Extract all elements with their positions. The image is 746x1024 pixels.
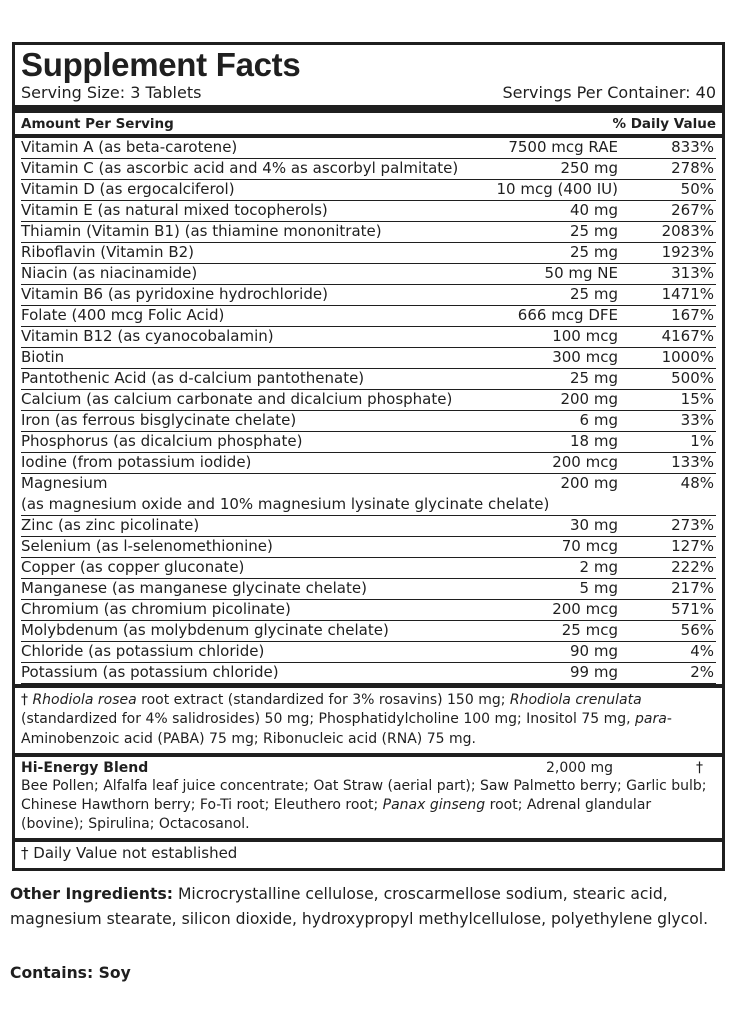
nutrient-row	[21, 411, 716, 432]
other-ingredients-label: Other Ingredients:	[10, 885, 173, 903]
nutrient-row	[21, 222, 716, 243]
nutrient-daily-value: 833%	[671, 138, 714, 156]
nutrient-row	[21, 558, 716, 579]
nutrient-amount: 18 mg	[570, 432, 618, 450]
crenulata-detail: (standardized for 4% salidrosides) 50 mg; Phosphatidylcholine 100 mg; Inositol 75 mg,	[21, 711, 636, 728]
nutrient-amount: 50 mg NE	[544, 264, 618, 282]
nutrient-daily-value: 33%	[680, 411, 714, 429]
nutrient-name: Chloride (as potassium chloride)	[21, 642, 265, 660]
daily-value-note: † Daily Value not established	[21, 843, 238, 862]
nutrient-amount: 200 mcg	[552, 600, 618, 618]
nutrient-name: Iodine (from potassium iodide)	[21, 453, 252, 471]
nutrient-name: Vitamin E (as natural mixed tocopherols)	[21, 201, 328, 219]
extracts-text	[21, 688, 716, 753]
nutrient-name: Vitamin B6 (as pyridoxine hydrochloride)	[21, 285, 328, 303]
rhodiola-rosea-detail: root extract (standardized for 3% rosavins) 150 mg;	[136, 692, 510, 708]
blend-dv: †	[696, 759, 703, 776]
nutrient-name: Phosphorus (as dicalcium phosphate)	[21, 432, 303, 450]
nutrient-name: Vitamin B12 (as cyanocobalamin)	[21, 327, 274, 345]
nutrient-name: Manganese (as manganese glycinate chelate)	[21, 579, 367, 597]
nutrient-amount: 25 mg	[570, 243, 618, 261]
nutrient-daily-value: 222%	[671, 558, 714, 576]
nutrient-amount: 25 mg	[570, 369, 618, 387]
nutrient-amount: 25 mg	[570, 285, 618, 303]
nutrient-name: Calcium (as calcium carbonate and dicalcium phosphate)	[21, 390, 453, 408]
nutrient-daily-value: 4167%	[661, 327, 714, 345]
rhodiola-rosea-name: Rhodiola rosea	[32, 692, 137, 708]
nutrient-amount: 25 mg	[570, 222, 618, 240]
nutrient-amount: 7500 mcg RAE	[508, 138, 618, 156]
serving-size: Serving Size: 3 Tablets	[21, 83, 202, 102]
panax-ginseng-name: Panax ginseng	[382, 796, 486, 813]
nutrient-amount: 2 mg	[579, 558, 618, 576]
para-prefix: para	[635, 711, 667, 728]
nutrient-row	[21, 579, 716, 600]
nutrient-daily-value: 50%	[680, 180, 714, 198]
nutrient-row	[21, 180, 716, 201]
nutrient-daily-value: 1471%	[661, 285, 714, 303]
nutrient-amount: 200 mcg	[552, 453, 618, 471]
nutrient-row	[21, 243, 716, 264]
blend-amount: 2,000 mg	[546, 759, 614, 776]
nutrient-daily-value: 500%	[671, 369, 714, 387]
nutrient-row	[21, 516, 716, 537]
nutrient-amount: 25 mcg	[561, 621, 618, 639]
nutrient-name: Molybdenum (as molybdenum glycinate chelate)	[21, 621, 389, 639]
nutrient-daily-value: 4%	[690, 642, 714, 660]
nutrient-daily-value: 2083%	[661, 222, 714, 240]
nutrient-daily-value: 267%	[671, 201, 714, 219]
rhodiola-crenulata-name: Rhodiola crenulata	[509, 692, 642, 708]
panel-title: Supplement Facts	[21, 46, 301, 83]
nutrient-name: Niacin (as niacinamide)	[21, 264, 198, 282]
blend-ingredients	[21, 777, 716, 838]
nutrient-name: Potassium (as potassium chloride)	[21, 663, 279, 681]
nutrient-name: Vitamin D (as ergocalciferol)	[21, 180, 235, 198]
nutrient-row	[21, 201, 716, 222]
nutrient-name: Copper (as copper gluconate)	[21, 558, 245, 576]
serving-info	[21, 83, 716, 103]
nutrient-daily-value: 1923%	[661, 243, 714, 261]
nutrient-list	[21, 138, 716, 684]
nutrient-amount: 666 mcg DFE	[517, 306, 618, 324]
nutrient-row	[21, 621, 716, 642]
nutrient-amount: 90 mg	[570, 642, 618, 660]
other-ingredients-text: Microcrystalline cellulose, croscarmellose sodium, stearic acid, magnesium stearate, silicon dioxide, hydroxypropyl methylcellulose, polyethylene glycol.	[10, 885, 709, 928]
daily-value-header: % Daily Value	[612, 116, 716, 132]
dagger-mark: †	[21, 692, 28, 708]
nutrient-amount: 6 mg	[579, 411, 618, 429]
nutrient-row	[21, 327, 716, 348]
nutrient-amount: 10 mcg (400 IU)	[496, 180, 618, 198]
nutrient-amount: 200 mg	[560, 390, 618, 408]
nutrient-row	[21, 348, 716, 369]
nutrient-name: Magnesium	[21, 474, 108, 492]
nutrient-name: Vitamin A (as beta-carotene)	[21, 138, 238, 156]
nutrient-name: Folate (400 mcg Folic Acid)	[21, 306, 225, 324]
nutrient-name: Riboflavin (Vitamin B2)	[21, 243, 195, 261]
contains-statement: Contains: Soy	[10, 964, 131, 982]
paba-detail: -Aminobenzoic acid (PABA) 75 mg; Ribonucleic acid (RNA) 75 mg.	[21, 711, 672, 747]
nutrient-row	[21, 159, 716, 180]
nutrient-row	[21, 642, 716, 663]
nutrient-row	[21, 432, 716, 453]
nutrient-amount: 40 mg	[570, 201, 618, 219]
nutrient-amount: 200 mg	[560, 474, 618, 492]
column-header	[21, 113, 716, 134]
nutrient-name: Selenium (as l-selenomethionine)	[21, 537, 273, 555]
nutrient-name: Iron (as ferrous bisglycinate chelate)	[21, 411, 297, 429]
nutrient-amount: 99 mg	[570, 663, 618, 681]
nutrient-row	[21, 537, 716, 558]
nutrient-name: Chromium (as chromium picolinate)	[21, 600, 291, 618]
blend-text-part2: root; Adrenal glandular (bovine); Spirulina; Octacosanol.	[21, 796, 652, 832]
blend-header	[21, 757, 716, 777]
nutrient-daily-value: 127%	[671, 537, 714, 555]
nutrient-row	[21, 306, 716, 327]
nutrient-name: Thiamin (Vitamin B1) (as thiamine mononitrate)	[21, 222, 382, 240]
thick-divider	[15, 105, 722, 113]
nutrient-row	[21, 264, 716, 285]
nutrient-row	[21, 369, 716, 390]
nutrient-name: Pantothenic Acid (as d-calcium pantothenate)	[21, 369, 365, 387]
nutrient-daily-value: 313%	[671, 264, 714, 282]
nutrient-row	[21, 600, 716, 621]
nutrient-row	[21, 663, 716, 684]
nutrient-row	[21, 390, 716, 411]
supplement-facts-panel	[12, 42, 725, 871]
nutrient-row	[21, 138, 716, 159]
nutrient-amount: 250 mg	[560, 159, 618, 177]
nutrient-name: Biotin	[21, 348, 65, 366]
nutrient-daily-value: 273%	[671, 516, 714, 534]
servings-per-container: Servings Per Container: 40	[502, 83, 716, 102]
nutrient-name: Zinc (as zinc picolinate)	[21, 516, 200, 534]
nutrient-daily-value: 48%	[680, 474, 714, 492]
other-ingredients	[10, 882, 730, 932]
nutrient-name-line2: (as magnesium oxide and 10% magnesium lysinate glycinate chelate)	[21, 494, 550, 513]
nutrient-daily-value: 278%	[671, 159, 714, 177]
nutrient-daily-value: 1000%	[661, 348, 714, 366]
nutrient-daily-value: 167%	[671, 306, 714, 324]
nutrient-daily-value: 15%	[680, 390, 714, 408]
nutrient-amount: 5 mg	[579, 579, 618, 597]
nutrient-row	[21, 453, 716, 474]
nutrient-amount: 30 mg	[570, 516, 618, 534]
nutrient-daily-value: 217%	[671, 579, 714, 597]
blend-name: Hi-Energy Blend	[21, 759, 149, 776]
nutrient-daily-value: 571%	[671, 600, 714, 618]
nutrient-amount: 100 mcg	[552, 327, 618, 345]
nutrient-name: Vitamin C (as ascorbic acid and 4% as ascorbyl palmitate)	[21, 159, 459, 177]
nutrient-row	[21, 285, 716, 306]
nutrient-amount: 70 mcg	[561, 537, 618, 555]
nutrient-daily-value: 56%	[680, 621, 714, 639]
nutrient-row	[21, 474, 716, 516]
nutrient-daily-value: 2%	[690, 663, 714, 681]
nutrient-daily-value: 133%	[671, 453, 714, 471]
amount-per-serving-header: Amount Per Serving	[21, 116, 174, 132]
nutrient-amount: 300 mcg	[552, 348, 618, 366]
blend-text-part1: Bee Pollen; Alfalfa leaf juice concentrate; Oat Straw (aerial part); Saw Palmetto berry; Garlic bulb; Chinese Hawthorn berry; Fo-Ti root; Eleuthero root;	[21, 777, 707, 813]
nutrient-daily-value: 1%	[690, 432, 714, 450]
